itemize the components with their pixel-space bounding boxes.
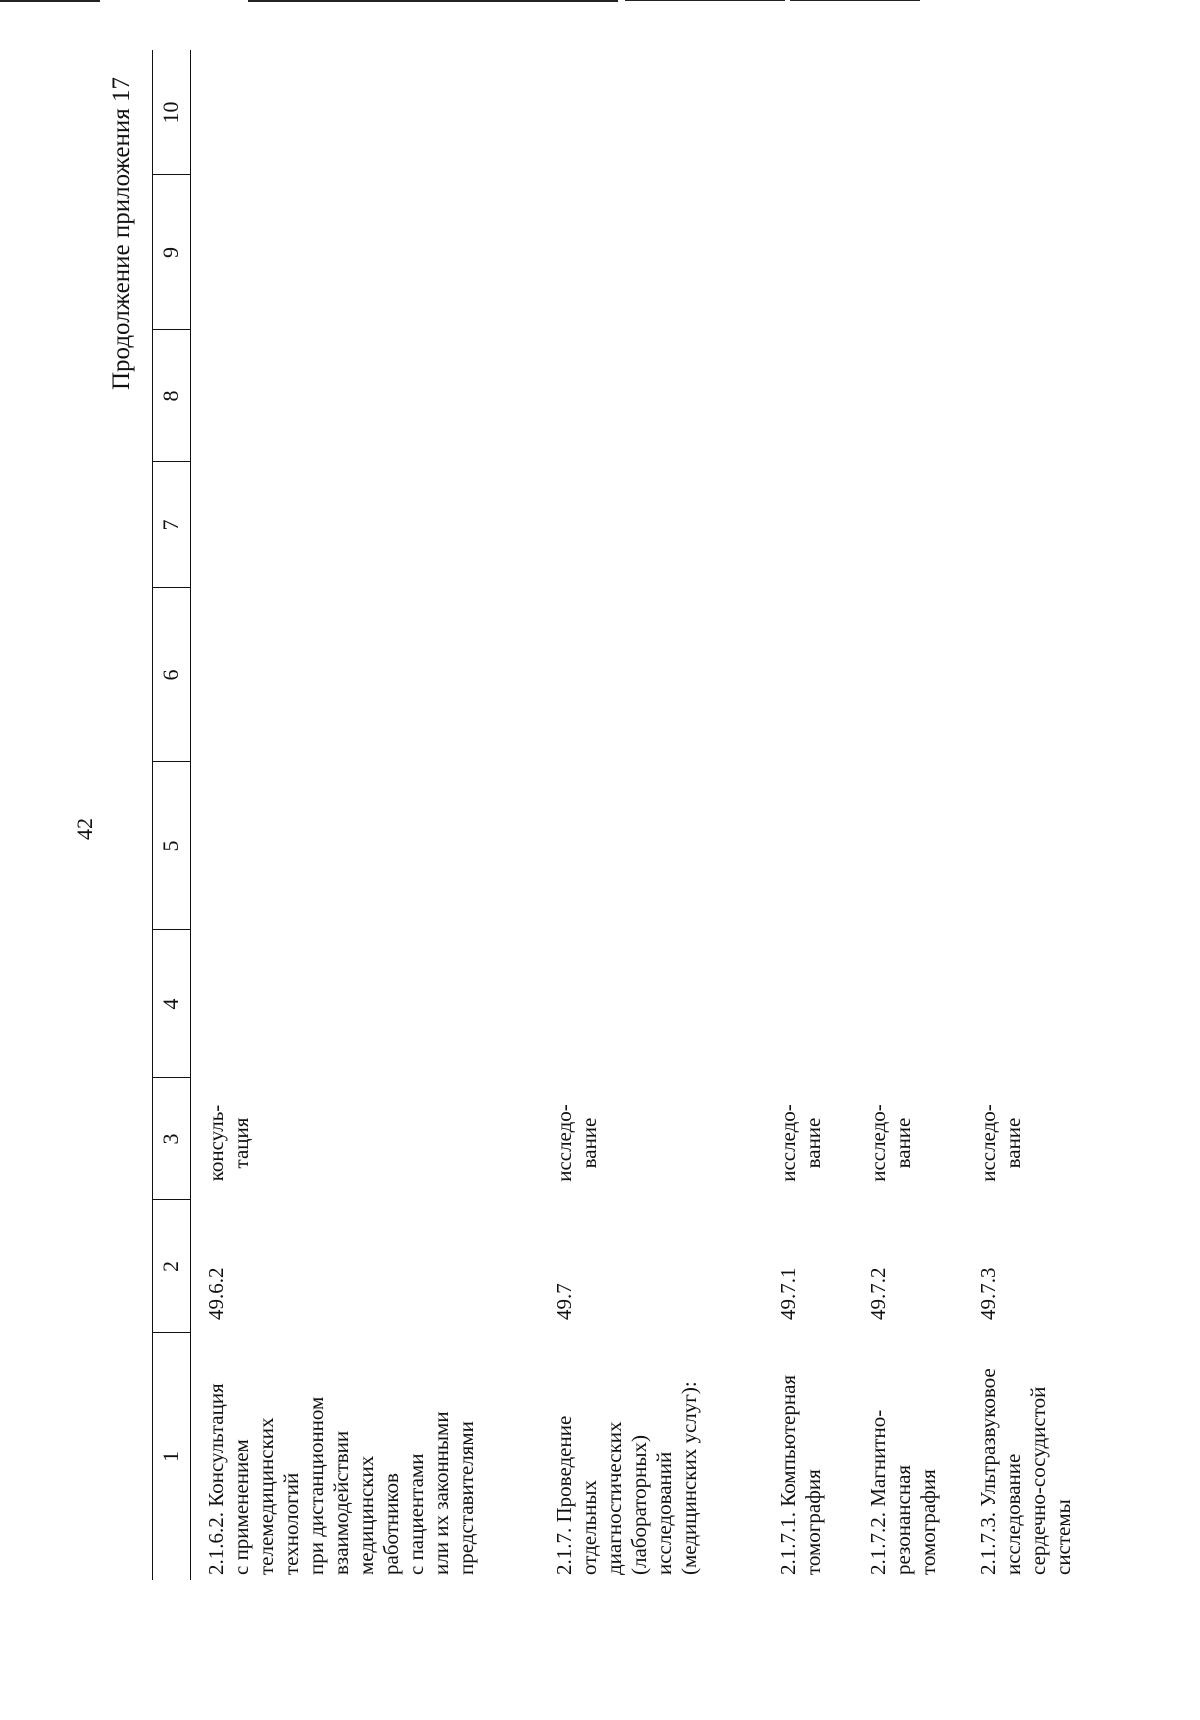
column-header-5: 5 [158, 840, 183, 852]
column-header-8: 8 [158, 390, 183, 402]
table-row-name: 2.1.7.3. Ультразвуковое исследование сердечно-сосудистой системы [976, 1368, 1075, 1575]
table-row-code: 49.7.1 [776, 1267, 800, 1320]
table-row-unit: консуль- тация [204, 1104, 253, 1182]
column-header-9: 9 [158, 247, 183, 258]
column-header-3: 3 [158, 1133, 183, 1145]
table-row-name: 2.1.7. Проведение отдельных диагностических (лабораторных) исследований (медицинских услуг): [552, 1381, 701, 1575]
column-header-6: 6 [158, 669, 183, 681]
table-row-name: 2.1.7.1. Компьютерная томография [776, 1374, 825, 1575]
table-row-code: 49.7 [552, 1283, 576, 1320]
table-row-code: 49.7.2 [866, 1267, 890, 1320]
column-header-4: 4 [158, 998, 183, 1010]
table-row-unit: исследо- вание [776, 1104, 825, 1182]
page-number: 42 [72, 818, 97, 840]
table-row-code: 49.6.2 [204, 1267, 228, 1320]
column-header-1: 1 [158, 1451, 183, 1462]
table-row-name: 2.1.6.2. Консультация с применением телемедицинских технологий при дистанционном взаимодействии медицинских работников с пациентами или их законными представителями [204, 1383, 478, 1575]
table-row-unit: исследо- вание [976, 1104, 1025, 1182]
table-row-unit: исследо- вание [552, 1104, 601, 1182]
column-header-7: 7 [158, 519, 183, 531]
header-bottom-border [190, 50, 191, 1580]
column-header-10: 10 [158, 101, 183, 124]
table-row-unit: исследо- вание [866, 1104, 915, 1182]
column-header-2: 2 [158, 1261, 183, 1272]
continuation-title: Продолжение приложения 17 [108, 76, 135, 390]
table-row-name: 2.1.7.2. Магнитно- резонансная томография [866, 1409, 940, 1575]
table-row-code: 49.7.3 [976, 1267, 1000, 1320]
